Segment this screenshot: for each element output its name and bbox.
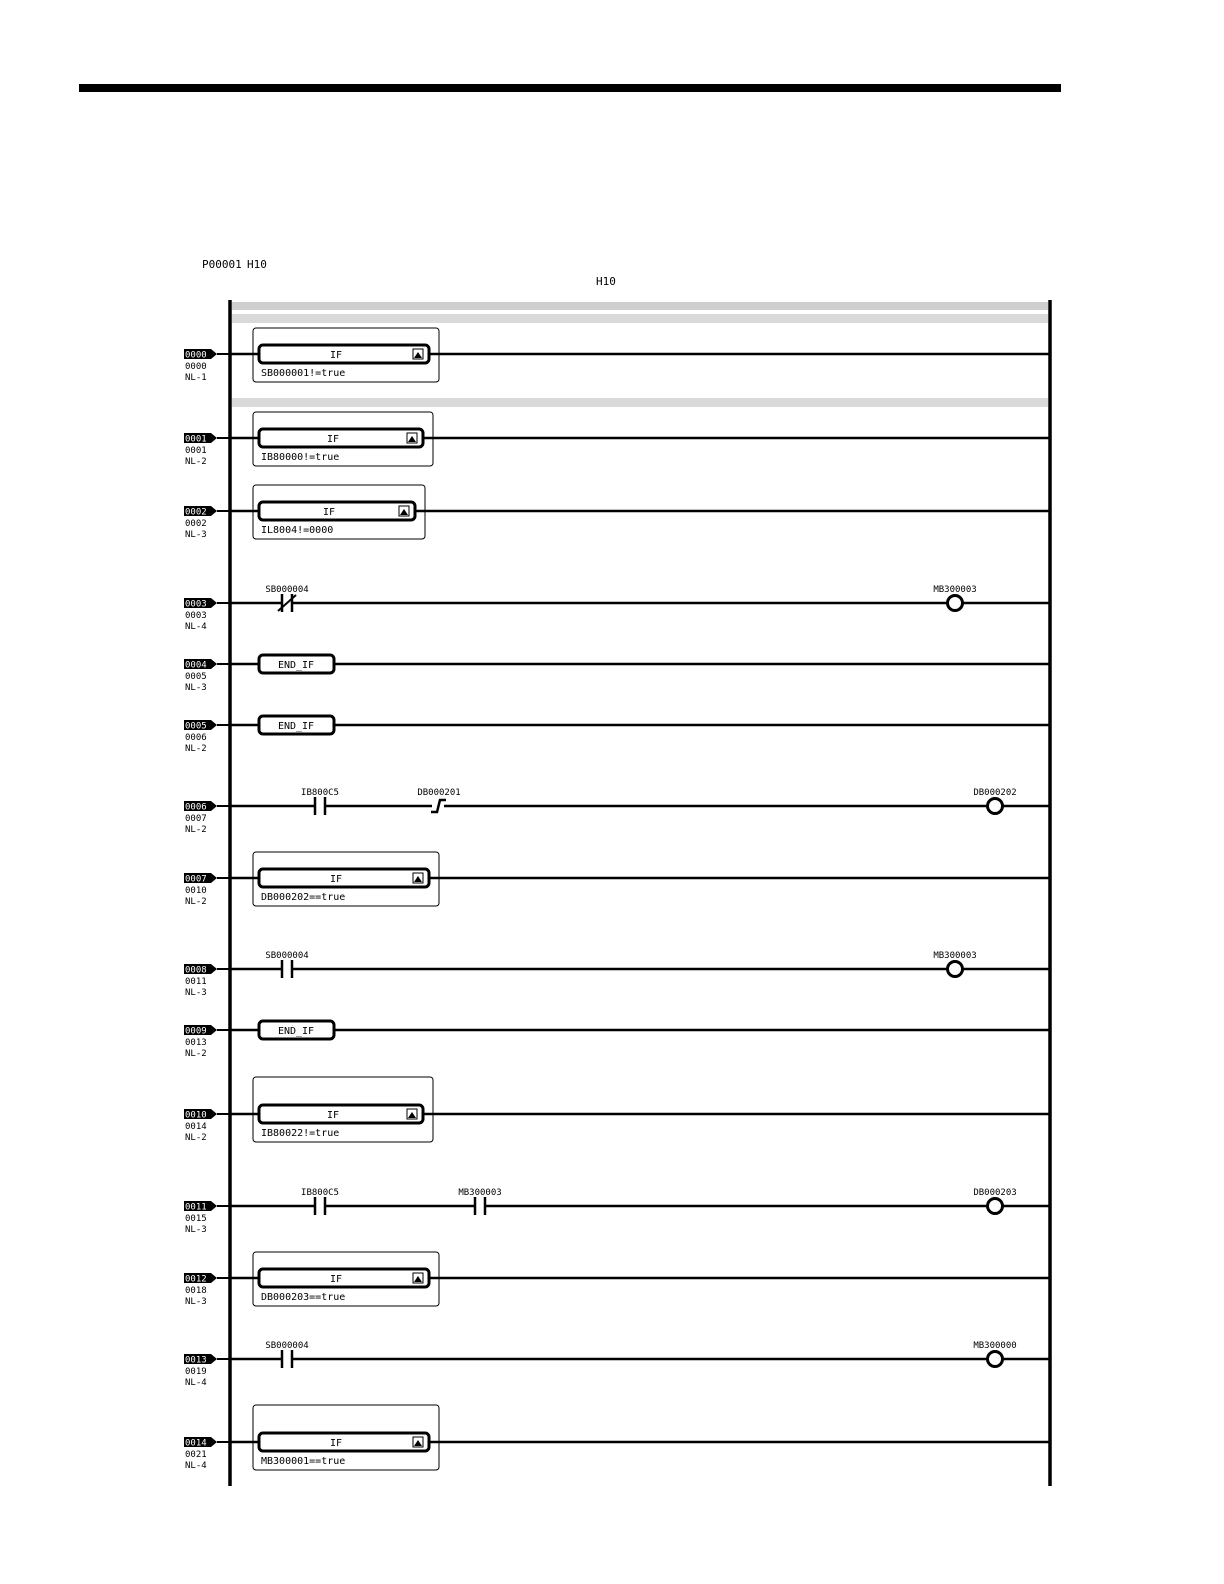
step-number: 0004 — [185, 660, 207, 671]
line-number: 0019 — [185, 1367, 207, 1377]
if-label: IF — [326, 434, 340, 445]
nest-level: NL-3 — [185, 1225, 207, 1235]
line-number: 0015 — [185, 1214, 207, 1224]
rung-0002 — [184, 485, 1050, 540]
nest-level: NL-4 — [185, 1378, 207, 1388]
if-condition: IB80000!=true — [261, 452, 340, 463]
nest-level: NL-3 — [185, 683, 207, 693]
line-number: 0005 — [185, 672, 207, 682]
drawing-label: H10 — [247, 258, 267, 271]
contact-gap — [315, 1201, 325, 1211]
end-if-label: END_IF — [277, 721, 315, 732]
line-number: 0001 — [185, 446, 207, 456]
line-number: 0007 — [185, 814, 207, 824]
coil-label: MB300003 — [933, 951, 977, 961]
if-condition: DB000202==true — [261, 892, 346, 903]
step-number: 0011 — [185, 1202, 207, 1213]
line-number: 0003 — [185, 611, 207, 621]
if-condition: DB000203==true — [261, 1292, 346, 1303]
nest-level: NL-1 — [185, 373, 207, 383]
line-number: 0011 — [185, 977, 207, 987]
rung-0004 — [184, 655, 1050, 693]
edge-label: DB000201 — [417, 788, 461, 798]
line-number: 0002 — [185, 519, 207, 529]
end-if-label: END_IF — [277, 660, 315, 671]
coil-label: DB000202 — [973, 788, 1017, 798]
if-instruction-box — [259, 1269, 429, 1287]
nest-level: NL-2 — [185, 897, 207, 907]
if-condition: MB300001==true — [261, 1456, 346, 1467]
line-number: 0014 — [185, 1122, 207, 1132]
coil — [988, 1199, 1003, 1214]
rung-0012 — [184, 1252, 1050, 1307]
contact-label: SB000004 — [265, 1341, 309, 1351]
contact-label: SB000004 — [265, 951, 309, 961]
program-label: P00001 — [202, 258, 242, 271]
rung-0003 — [184, 585, 1050, 632]
if-instruction-box — [259, 345, 429, 363]
line-number: 0010 — [185, 886, 207, 896]
line-number: 0018 — [185, 1286, 207, 1296]
if-condition: IB80022!=true — [261, 1128, 340, 1139]
rung-0007 — [184, 852, 1050, 907]
step-number: 0006 — [185, 802, 207, 813]
contact-gap — [282, 964, 292, 974]
line-number: 0021 — [185, 1450, 207, 1460]
step-number: 0013 — [185, 1355, 207, 1366]
rung-0009 — [184, 1021, 1050, 1059]
step-number: 0005 — [185, 721, 207, 732]
if-instruction-box — [259, 1105, 423, 1123]
step-number: 0008 — [185, 965, 207, 976]
header-band — [232, 302, 1048, 310]
if-label: IF — [322, 507, 336, 518]
coil — [948, 962, 963, 977]
step-number: 0012 — [185, 1274, 207, 1285]
step-number: 0001 — [185, 434, 207, 445]
header-band — [232, 314, 1048, 323]
rung-0013 — [184, 1341, 1050, 1388]
if-instruction-box — [259, 502, 415, 520]
nest-level: NL-2 — [185, 1133, 207, 1143]
sheet-title: H10 — [596, 275, 616, 288]
nest-level: NL-3 — [185, 1297, 207, 1307]
line-number: 0000 — [185, 362, 207, 372]
rung-0005 — [184, 716, 1050, 754]
contact-label: IB800C5 — [301, 788, 339, 798]
step-number: 0000 — [185, 350, 207, 361]
step-number: 0003 — [185, 599, 207, 610]
nest-level: NL-3 — [185, 530, 207, 540]
end-if-label: END_IF — [277, 1026, 315, 1037]
contact-gap — [282, 1354, 292, 1364]
rung-0008 — [184, 951, 1050, 998]
coil — [948, 596, 963, 611]
coil-label: DB000203 — [973, 1188, 1017, 1198]
nest-level: NL-2 — [185, 457, 207, 467]
line-number: 0006 — [185, 733, 207, 743]
rung-0011 — [184, 1188, 1050, 1235]
nest-level: NL-2 — [185, 825, 207, 835]
contact-label: SB000004 — [265, 585, 309, 595]
if-label: IF — [329, 350, 343, 361]
nest-level: NL-3 — [185, 988, 207, 998]
rung-0010 — [184, 1077, 1050, 1143]
nest-level: NL-4 — [185, 1461, 207, 1471]
if-label: IF — [329, 1438, 343, 1449]
coil — [988, 1352, 1003, 1367]
if-label: IF — [329, 874, 343, 885]
if-instruction-box — [259, 1433, 429, 1451]
step-number: 0009 — [185, 1026, 207, 1037]
if-condition: SB000001!=true — [261, 368, 346, 379]
rung-0014 — [184, 1405, 1050, 1471]
nest-level: NL-2 — [185, 1049, 207, 1059]
coil-label: MB300000 — [973, 1341, 1017, 1351]
if-condition: IL8004!=0000 — [261, 525, 334, 536]
if-instruction-box — [259, 869, 429, 887]
rung-0006 — [184, 788, 1050, 835]
rung-0001 — [184, 412, 1050, 467]
step-number: 0014 — [185, 1438, 207, 1449]
contact-label: MB300003 — [458, 1188, 502, 1198]
section-band — [232, 398, 1048, 407]
contact-gap — [315, 801, 325, 811]
contact-gap — [475, 1201, 485, 1211]
nest-level: NL-4 — [185, 622, 207, 632]
nest-level: NL-2 — [185, 744, 207, 754]
line-number: 0013 — [185, 1038, 207, 1048]
if-instruction-box — [259, 429, 423, 447]
coil — [988, 799, 1003, 814]
step-number: 0010 — [185, 1110, 207, 1121]
rung-0000 — [184, 328, 1050, 383]
step-number: 0007 — [185, 874, 207, 885]
coil-label: MB300003 — [933, 585, 977, 595]
step-number: 0002 — [185, 507, 207, 518]
contact-label: IB800C5 — [301, 1188, 339, 1198]
if-label: IF — [326, 1110, 340, 1121]
if-label: IF — [329, 1274, 343, 1285]
